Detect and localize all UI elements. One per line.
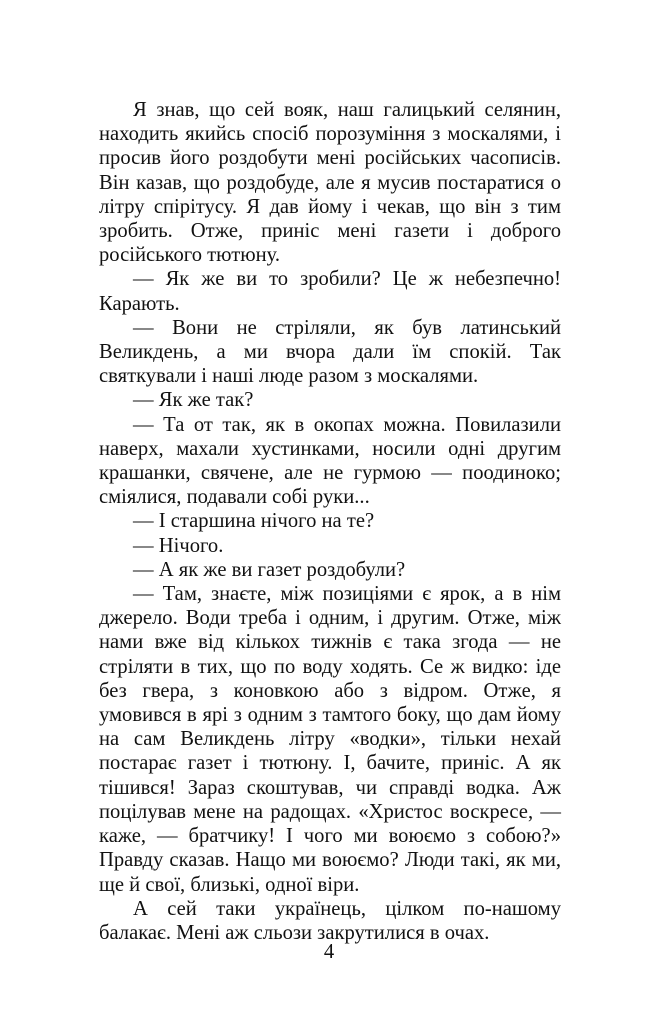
paragraph-6: — І старшина нічого на те? bbox=[133, 510, 375, 533]
paragraph-8: — А як же ви газет роздобули? bbox=[133, 558, 406, 581]
page-body bbox=[99, 98, 561, 945]
paragraph-9: — Там, знаєте, між позиціями є ярок, а в нім джерело. Води треба і одним, і другим. Отже, між нами вже від кількох тижнів є така згода — не стріляти в тих, що по воду ходять. Се ж видко: іде без гвера, з коновкою або з відром. Отже, я умовився в ярі з одним з тамтого боку, що дам йому на сам Великдень літру «водки», тільки нехай постарає газет і тютюну. І, бачите, приніс. А як тішився! Зараз скоштував, чи справді водка. Аж поцілував мене на радощах. «Христос воскресе, — каже, — братчику! І чого ми воюємо з собою?» Правду сказав. Нащо ми воюємо? Люди такі, як ми, ще й свої, близькі, одної віри. bbox=[99, 583, 561, 896]
paragraph-10: А сей таки українець, цілком по-нашому балакає. Мені аж сльози закрутилися в очах. bbox=[99, 897, 561, 944]
paragraph-4: — Як же так? bbox=[133, 389, 254, 412]
paragraph-2: — Як же ви то зробили? Це ж небезпечно! Карають. bbox=[99, 268, 561, 315]
paragraph-5: — Та от так, як в окопах можна. Повилазили наверх, махали хустинками, носили одні другим крашанки, свячене, але не гурмою — поодиноко; сміялися, подавали собі руки... bbox=[99, 413, 561, 509]
paragraph-7: — Нічого. bbox=[133, 534, 224, 557]
page-number: 4 bbox=[323, 941, 335, 963]
paragraph-1: Я знав, що сей вояк, наш галицький селянин, находить якийсь спосіб порозуміння з москалями, і просив його роздобути мені російських часописів. Він казав, що роздобуде, але я мусив постаратися о літру спірітусу. Я дав йому і чекав, що він з тим зробить. Отже, приніс мені газети і доброго російського тютюну. bbox=[99, 99, 561, 267]
paragraph-3: — Вони не стріляли, як був латинський Великдень, а ми вчора дали їм спокій. Так святкували і наші люде разом з москалями. bbox=[99, 316, 561, 388]
